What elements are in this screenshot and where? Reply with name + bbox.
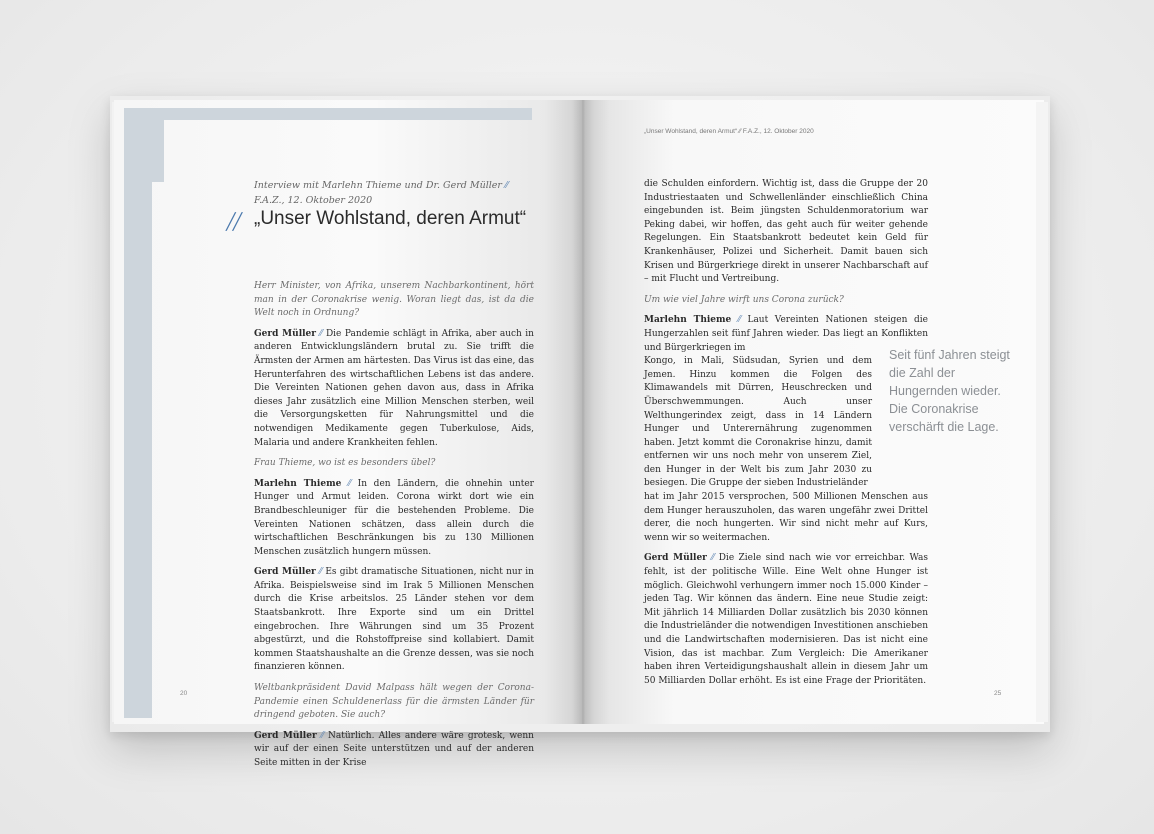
decor-band-top — [124, 108, 532, 120]
slash-icon: ⁄⁄ — [319, 567, 323, 578]
slash-icon: ⁄⁄ — [737, 315, 741, 326]
answer-1 — [254, 328, 534, 450]
slash-icon: ⁄⁄ — [320, 730, 324, 741]
article-meta — [254, 178, 508, 208]
running-head: „Unser Wohlstand, deren Armut“ ⁄⁄ F.A.Z., 12. Oktober 2020 — [644, 128, 814, 135]
page-number-left: 20 — [180, 690, 188, 697]
book-gutter — [572, 100, 594, 724]
answer-5 — [644, 314, 928, 355]
answer-4 — [254, 730, 534, 771]
speaker-name: Gerd Müller — [254, 328, 316, 339]
meta-interviewees: Interview mit Marlehn Thieme und Dr. Gerd Müller — [254, 180, 502, 191]
slash-icon: ⁄⁄ — [505, 180, 509, 191]
answer-5-narrow: Kongo, in Mali, Südsudan, Syrien und dem Jemen. Hinzu kommen die Folgen des Klimawandels mit Dürren, Heuschrecken und Überschwemmungen. Auch unser Welthungerindex zeigt, dass in 14 Ländern Hunger und Unterernährung zugenommen haben. Jetzt kommt die Coronakrise hinzu, damit entfernen wir uns noch mehr von unserem Ziel, den Hunger in der Welt bis zum Jahr 2030 zu besiegen. Die Gruppe der sieben Industrieländer — [644, 356, 872, 489]
left-column-text — [254, 280, 534, 778]
question-4: Um wie viel Jahre wirft uns Corona zurück? — [644, 294, 844, 305]
answer-5-rest: hat im Jahr 2015 versprochen, 500 Millionen Menschen aus dem Hunger herauszuholen, das waren ungefähr zwei Drittel derer, die noch hungerten. Wir sind nicht mehr auf Kurs, wenn wir so weitermachen. — [644, 492, 928, 543]
speaker-name: Gerd Müller — [254, 730, 317, 741]
slash-icon: ⁄⁄ — [319, 328, 323, 339]
meta-source-date: F.A.Z., 12. Oktober 2020 — [254, 195, 373, 206]
right-column-text — [644, 178, 928, 695]
speaker-name: Marlehn Thieme — [254, 478, 342, 489]
speaker-name: Gerd Müller — [644, 553, 707, 564]
answer-text: Es gibt dramatische Situationen, nicht nur in Afrika. Beispielsweise sind im Irak 5 Millionen Menschen durch die Krise arbeitslos. 25 Länder stehen vor dem Staatsbankrott. Ihre Exporte sind um ein Drittel eingebrochen. Ihre Währungen sind um 35 Prozent abgestürzt, und die Rohstoffpreise sind kollabiert. Damit kommen Staatshaushalte an die Grenze dessen, was sie noch finanzieren können. — [254, 567, 534, 673]
slash-icon: ⁄⁄ — [711, 553, 715, 564]
answer-3 — [254, 566, 534, 675]
answer-text: Laut Vereinten Nationen steigen die Hungerzahlen seit fünf Jahren wieder. Das liegt an Konflikten und Bürgerkriegen im — [644, 315, 928, 353]
decor-band-left — [124, 108, 152, 718]
paragraph-continued: die Schulden einfordern. Wichtig ist, dass die Gruppe der 20 Industriestaaten und Schwellenländer einschließlich China eingebunden ist. Beim jüngsten Schuldenmoratorium war Peking dabei, wir hoffen, das geht auch für weiter gehende Regelungen. Ein Staatsbankrott bedeutet kein Geld für Krankenhäuser, Polizei und Sicherheit. Damit bauen sich Krisen und Bürgerkriege direkt in unserer Nachbarschaft auf – mit Flucht und Vertreibung. — [644, 179, 928, 285]
page-edges-right — [1036, 102, 1048, 722]
slash-icon: ⁄⁄ — [348, 478, 352, 489]
speaker-name: Marlehn Thieme — [644, 315, 732, 326]
article-title: „Unser Wohlstand, deren Armut“ — [254, 208, 527, 229]
answer-text: Die Ziele sind nach wie vor erreichbar. Was fehlt, ist der politische Wille. Eine Welt ohne Hunger ist möglich. Gleichwohl verhungern immer noch 15.000 Kinder – jeden Tag. Wir können das ändern. Eine neue Studie zeigt: Mit jährlich 14 Milliarden Dollar zusätzlich bis 2030 können die Industrieländer die notwendigen Investitionen anschieben und die Landwirtschaften modernisieren. Das ist nicht eine Vision, das ist machbar. Zum Vergleich: Die Amerikaner haben ihren Verteidigungshaushalt allein in diesem Jahr um 50 Milliarden Dollar erhöht. Es ist eine Frage der Prioritäten. — [644, 553, 928, 686]
title-slash-icon: ╱╱ — [226, 212, 240, 231]
page-number-right: 25 — [994, 690, 1002, 697]
question-3: Weltbankpräsident David Malpass hält wegen der Corona-Pandemie einen Schuldenerlass für die ärmsten Länder für dringend geboten. Sie auch? — [254, 683, 534, 721]
answer-6 — [644, 552, 928, 688]
answer-text: Die Pandemie schlägt in Afrika, aber auch in anderen Entwicklungsländern brutal zu. Sie trifft die Ärmsten der Armen am härtesten. Das Virus ist das eine, das Herunterfahren des wirtschaftlichen Lebens ist das andere. Die Vereinten Nationen gehen davon aus, dass in Afrika dieses Jahr zusätzlich eine Million Menschen sterben, weil die Versorgungsketten für Nahrungsmittel und die notwendigen Medikamente gegen Tuberkulose, Aids, Malaria und andere Krankheiten fehlen. — [254, 328, 534, 448]
answer-text: In den Ländern, die ohnehin unter Hunger und Armut leiden. Corona wirkt dort wie ein Brandbeschleuniger für die bestehenden Probleme. Die Vereinten Nationen schätzen, dass allein durch die wirtschaftlichen Beschränkungen bis zu 130 Millionen Menschen zusätzlich hungern müssen. — [254, 478, 534, 557]
answer-text: Natürlich. Alles andere wäre grotesk, wenn wir auf der einen Seite unterstützen und auf der anderen Seite mitten in der Krise — [254, 730, 534, 768]
decor-band-notch — [152, 120, 164, 182]
pull-quote: Seit fünf Jahren steigt die Zahl der Hungernden wieder. Die Coronakrise verschärft die Lage. — [889, 348, 1010, 434]
answer-2 — [254, 478, 534, 560]
speaker-name: Gerd Müller — [254, 567, 316, 578]
question-1: Herr Minister, von Afrika, unserem Nachbarkontinent, hört man in der Coronakrise wenig. Woran liegt das, ist da die Welt noch in Ordnung? — [254, 281, 534, 319]
question-2: Frau Thieme, wo ist es besonders übel? — [254, 458, 436, 469]
